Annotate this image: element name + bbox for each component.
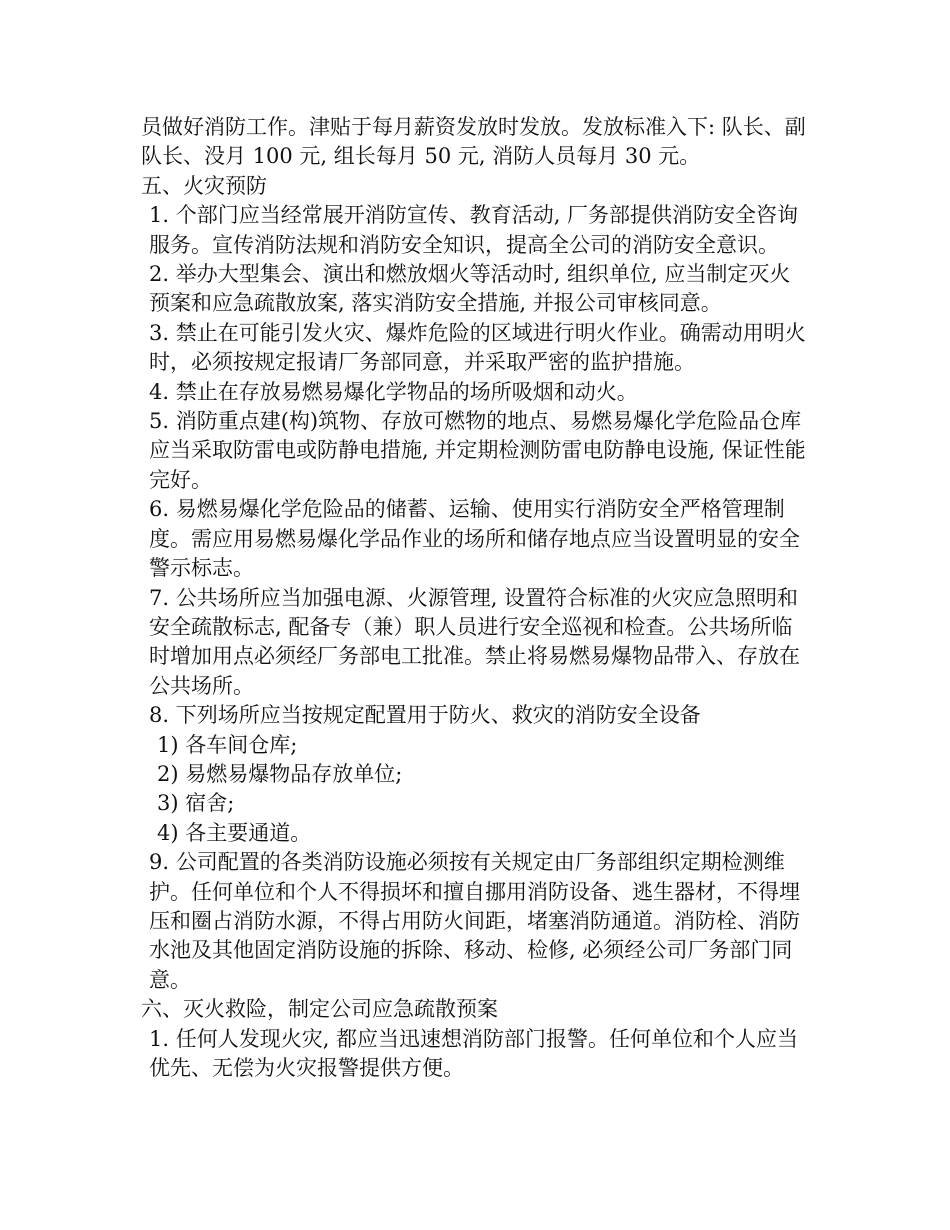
list-item-1: 1. 个部门应当经常展开消防宣传、教育活动, 厂务部提供消防安全咨询服务。宣传消防法规和消防安全知识，提高全公司的消防安全意识。 bbox=[149, 203, 799, 257]
sub-item-4: 4) 各主要通道。 bbox=[157, 820, 312, 845]
list-item-5: 5. 消防重点建(构)筑物、存放可燃物的地点、易燃易爆化学危险品仓库应当采取防雷电或防静电措施, 并定期检测防雷电防静电设施, 保证性能完好。 bbox=[149, 409, 806, 492]
list-item-7: 7. 公共场所应当加强电源、火源管理, 设置符合标准的火灾应急照明和安全疏散标志, 配备专（兼）职人员进行安全巡视和检查。公共场所临时增加用点必须经厂务部电工批准。禁止将易燃易爆物品带入、存放在公共场所。 bbox=[149, 585, 800, 698]
list-item-3: 3. 禁止在可能引发火灾、爆炸危险的区域进行明火作业。确需动用明火时，必须按规定报请厂务部同意，并采取严密的监护措施。 bbox=[149, 320, 806, 375]
list-item-4: 4. 禁止在存放易燃易爆化学物品的场所吸烟和动火。 bbox=[149, 379, 638, 404]
list-item-6: 6. 易燃易爆化学危险品的储蓄、运输、使用实行消防安全严格管理制度。需应用易燃易爆化学品作业的场所和储存地点应当设置明显的安全警示标志。 bbox=[149, 497, 800, 581]
document-body bbox=[141, 113, 809, 1083]
sub-item-2: 2) 易燃易爆物品存放单位; bbox=[157, 761, 403, 786]
list-item-2: 2. 举办大型集会、演出和燃放烟火等活动时, 组织单位, 应当制定灭火预案和应急疏散放案, 落实消防安全措施, 并报公司审核同意。 bbox=[149, 262, 791, 316]
section-heading-fire-prevention: 五、火灾预防 bbox=[141, 173, 267, 198]
sub-item-3: 3) 宿舍; bbox=[157, 791, 235, 816]
sub-item-1: 1) 各车间仓库; bbox=[157, 732, 298, 757]
paragraph-allowance-standard: 员做好消防工作。津贴于每月薪资发放时发放。发放标准入下: 队长、副队长、没月 100 元, 组长每月 50 元, 消防人员每月 30 元。 bbox=[141, 115, 806, 169]
section-heading-fire-fighting: 六、灭火救险，制定公司应急疏散预案 bbox=[141, 997, 498, 1022]
list-item-8: 8. 下列场所应当按规定配置用于防火、救灾的消防安全设备 bbox=[149, 703, 701, 728]
list-item-fire-report: 1. 任何人发现火灾, 都应当迅速想消防部门报警。任何单位和个人应当优先、无偿为火灾报警提供方便。 bbox=[149, 1026, 799, 1080]
list-item-9: 9. 公司配置的各类消防设施必须按有关规定由厂务部组织定期检测维护。任何单位和个人不得损坏和擅自挪用消防设备、逃生器材，不得埋压和圈占消防水源，不得占用防火间距，堵塞消防通道。消防栓、消防水池及其他固定消防设施的拆除、移动、检修, 必须经公司厂务部门同意。 bbox=[149, 850, 800, 992]
